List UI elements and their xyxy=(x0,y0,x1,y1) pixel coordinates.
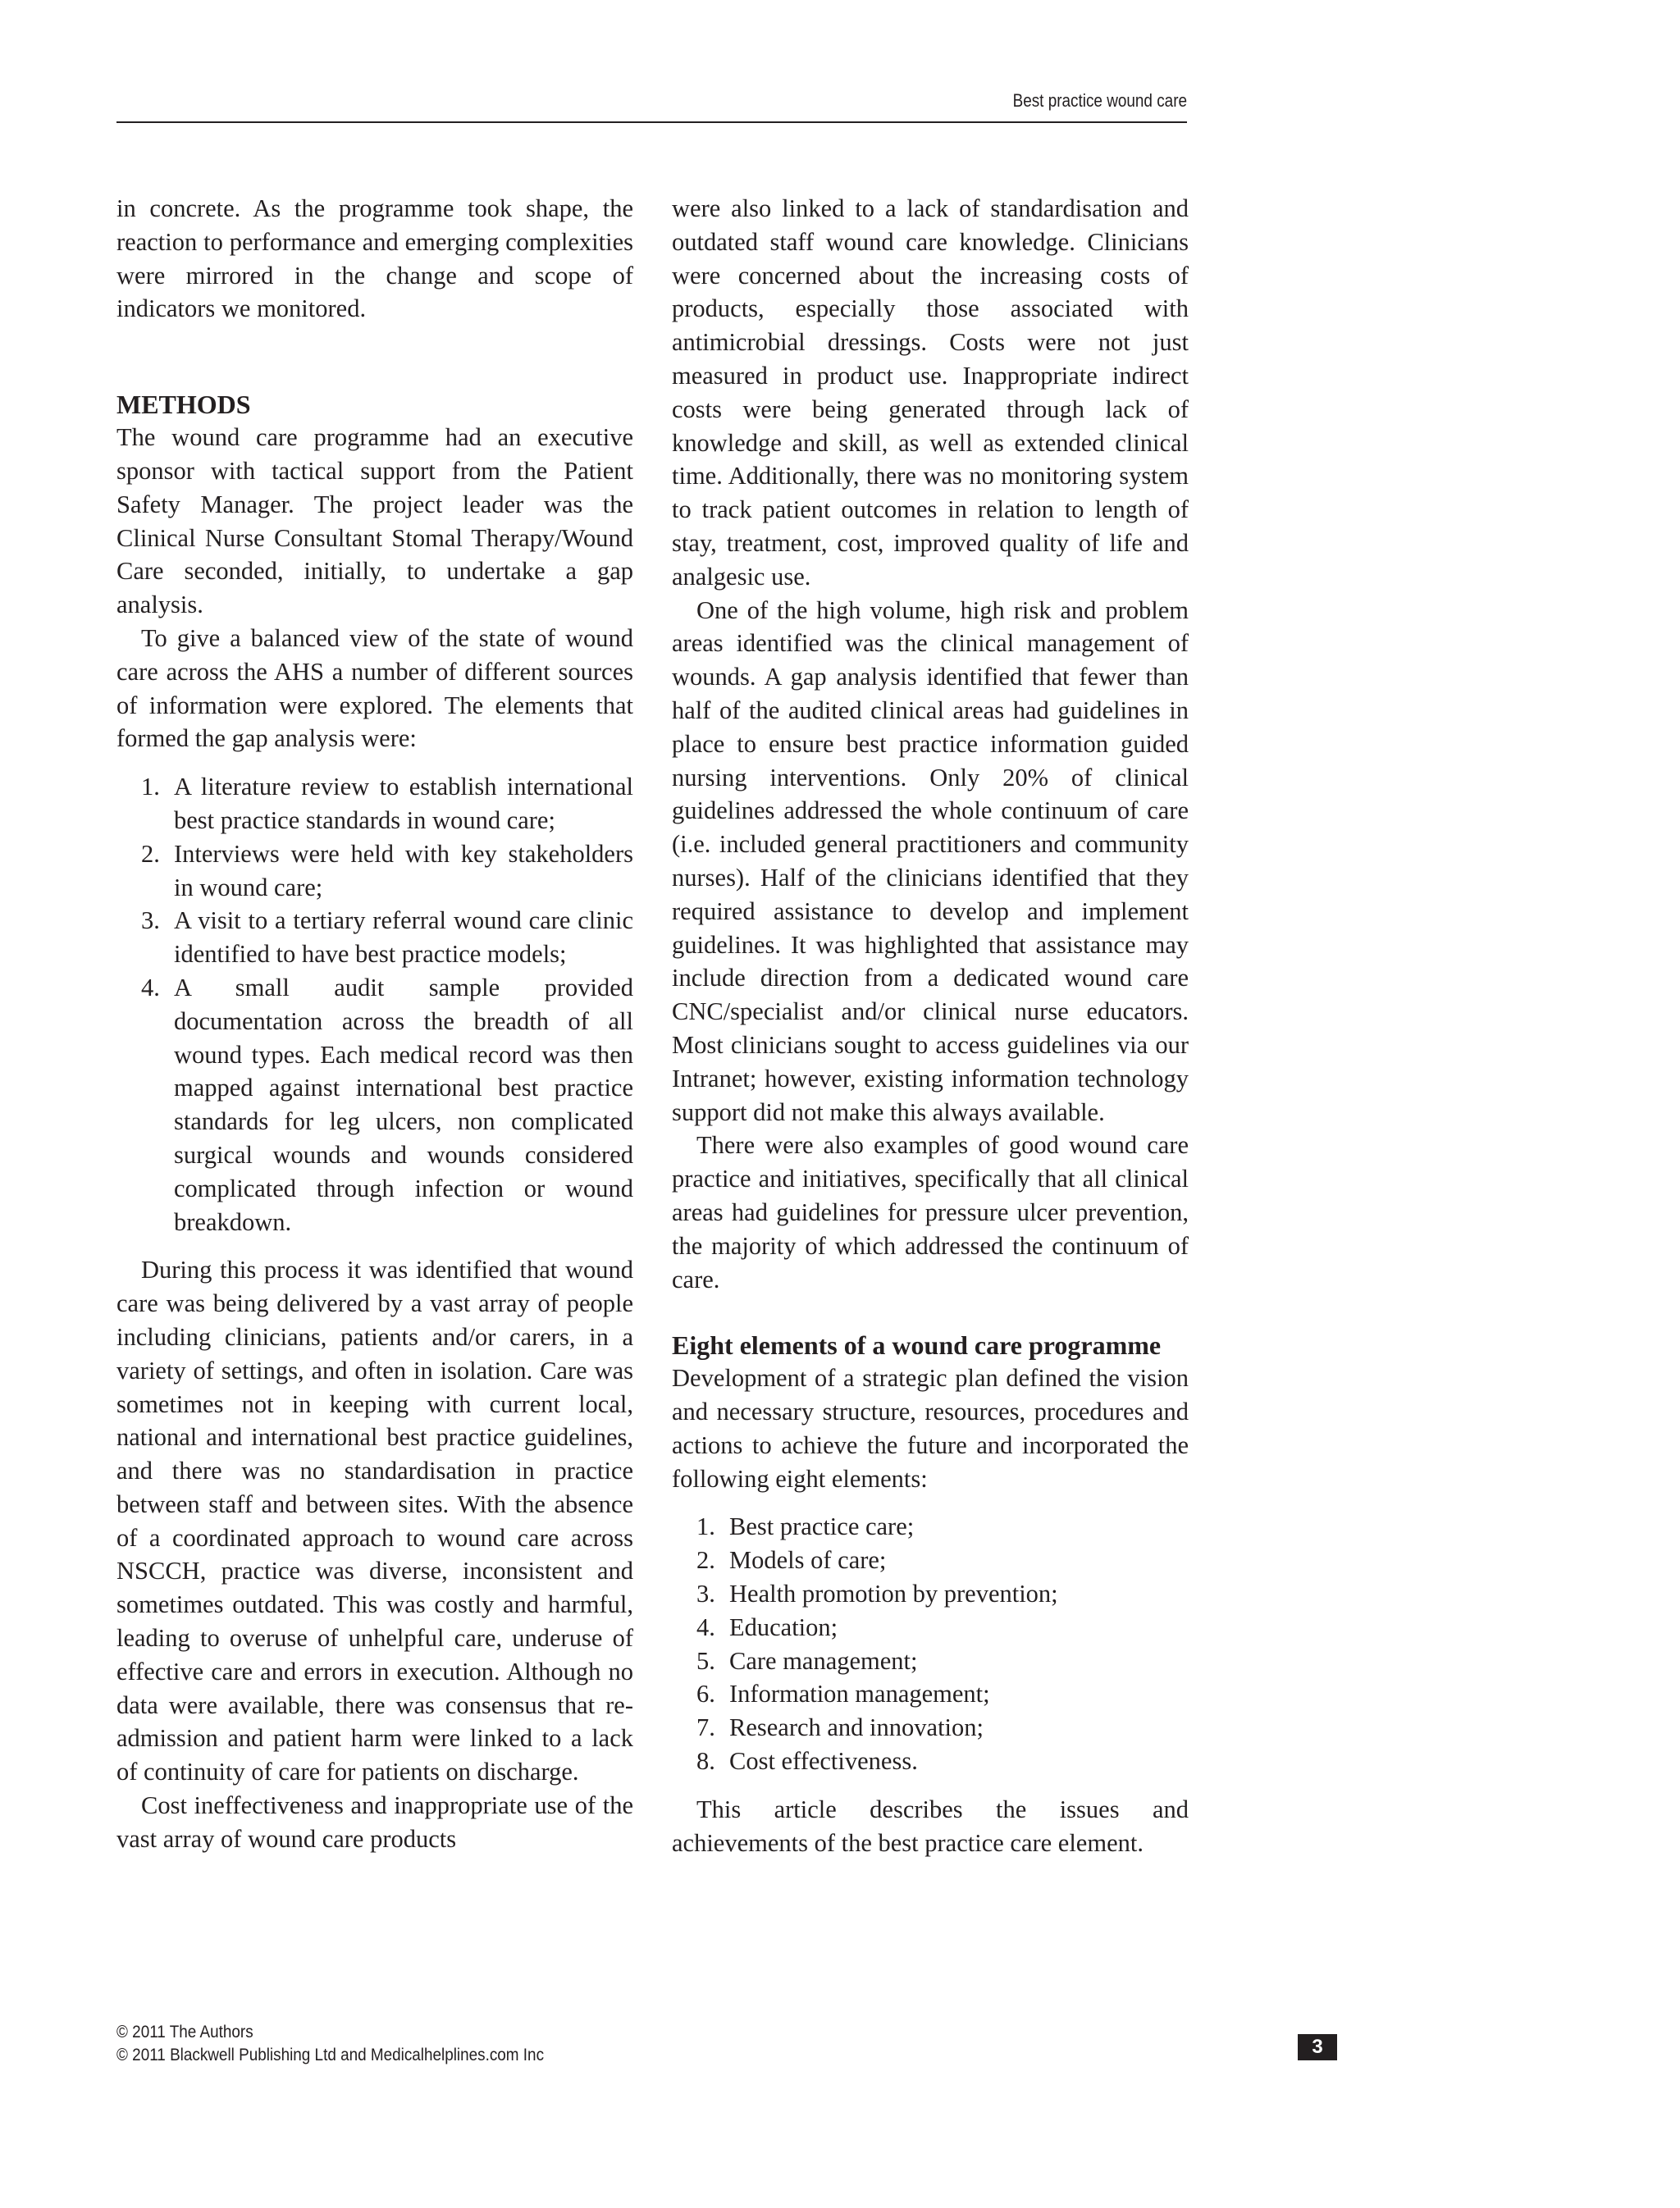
paragraph-article-scope: This article describes the issues and achievements of the best practice care element. xyxy=(672,1795,1189,1857)
list-item xyxy=(672,1745,1189,1778)
list-text: Health promotion by prevention; xyxy=(729,1580,1058,1608)
paragraph-continued: were also linked to a lack of standardisation and outdated staff wound care knowledge. Clinicians were concerned about the increasing costs of products, especially those associated with antimicrobial dressings. Costs were not just measured in product use. Inappropriate indirect costs were being generated through lack of knowledge and skill, as well as extended clinical time. Additionally, there was no monitoring system to track patient outcomes in relation to length of stay, treatment, cost, improved quality of life and analgesic use. xyxy=(672,194,1189,591)
list-number: 3. xyxy=(141,906,160,935)
list-item xyxy=(116,837,633,905)
list-item xyxy=(672,1577,1189,1611)
list-number: 1. xyxy=(696,1512,715,1541)
paragraph-methods-1: The wound care programme had an executive sponsor with tactical support from the Patient Safety Manager. The project leader was the Clinical Nurse Consultant Stomal Therapy/Wound Care seconded, initially, to undertake a gap analysis. xyxy=(116,423,633,619)
list-item xyxy=(672,1611,1189,1645)
list-text: Cost effectiveness. xyxy=(729,1747,918,1776)
list-number: 4. xyxy=(696,1613,715,1641)
gap-analysis-list xyxy=(116,770,633,1239)
list-number: 7. xyxy=(696,1713,715,1742)
list-number: 3. xyxy=(696,1580,715,1608)
list-item xyxy=(672,1544,1189,1577)
paragraph-high-volume: One of the high volume, high risk and problem areas identified was the clinical management of wounds. A gap analysis identified that fewer than half of the audited clinical areas had guidelines in place to ensure best practice information guided nursing interventions. Only 20% of clinical guidelines addressed the whole continuum of care (i.e. included general practitioners and community nurses). Half of the clinicians identified that they required assistance to develop and implement guidelines. It was highlighted that assistance may include direction from a dedicated wound care CNC/specialist and/or clinical nurse educators. Most clinicians sought to access guidelines via our Intranet; however, existing information technology support did not make this always available. xyxy=(672,595,1189,1126)
list-text: Education; xyxy=(729,1613,838,1641)
list-text: Models of care; xyxy=(729,1546,887,1575)
paragraph-cost: Cost ineffectiveness and inappropriate use of the vast array of wound care products xyxy=(116,1791,633,1853)
right-column xyxy=(672,192,1189,1859)
section-heading-methods: METHODS xyxy=(116,390,251,420)
copyright-authors: © 2011 The Authors xyxy=(116,2023,253,2041)
list-text: A literature review to establish international best practice standards in wound care; xyxy=(174,773,633,834)
list-item xyxy=(116,904,633,971)
list-number: 4. xyxy=(141,973,160,1001)
list-text: Research and innovation; xyxy=(729,1713,984,1742)
subsection-heading-eight-elements: Eight elements of a wound care programme xyxy=(672,1330,1162,1361)
list-number: 2. xyxy=(141,839,160,868)
list-text: A visit to a tertiary referral wound care clinic identified to have best practice models; xyxy=(174,906,633,969)
page-header xyxy=(116,87,1187,123)
list-number: 8. xyxy=(696,1747,715,1776)
list-text: Information management; xyxy=(729,1680,990,1708)
list-number: 1. xyxy=(141,773,160,801)
list-item xyxy=(672,1645,1189,1678)
page-number: 3 xyxy=(1298,2034,1337,2060)
list-item xyxy=(116,770,633,837)
page-footer xyxy=(116,2021,591,2067)
left-column xyxy=(116,192,633,1856)
list-number: 2. xyxy=(696,1546,715,1575)
list-text: Best practice care; xyxy=(729,1512,915,1541)
list-number: 5. xyxy=(696,1646,715,1675)
paragraph-process: During this process it was identified that wound care was being delivered by a vast array of people including clinicians, patients and/or carers, in a variety of settings, and often in isolation. Care was sometimes not in keeping with current local, national and international best practice guidelines, and there was no standardisation in practice between staff and between sites. With the absence of a coordinated approach to wound care across NSCCH, practice was diverse, inconsistent and sometimes outdated. This was costly and harmful, leading to overuse of unhelpful care, underuse of effective care and errors in execution. Although no data were available, there was consensus that re-admission and patient harm were linked to a lack of continuity of care for patients on discharge. xyxy=(116,1256,633,1786)
list-number: 6. xyxy=(696,1680,715,1708)
paragraph-methods-2: To give a balanced view of the state of wound care across the AHS a number of different sources of information were explored. The elements that formed the gap analysis were: xyxy=(116,623,633,753)
list-item xyxy=(672,1711,1189,1745)
eight-elements-list xyxy=(672,1510,1189,1777)
list-item xyxy=(116,971,633,1239)
running-head: Best practice wound care xyxy=(1012,90,1187,111)
list-text: A small audit sample provided documentation across the breadth of all wound types. Each medical record was then mapped against international best practice standards for leg ulcers, non complicated surgical wounds and wounds considered complicated through infection or wound breakdown. xyxy=(174,973,633,1236)
copyright-publisher: © 2011 Blackwell Publishing Ltd and Medicalhelplines.com Inc xyxy=(116,2046,545,2064)
paragraph-good-practice: There were also examples of good wound care practice and initiatives, specifically that all clinical areas had guidelines for pressure ulcer prevention, the majority of which addressed the continuum of care. xyxy=(672,1131,1189,1293)
list-text: Care management; xyxy=(729,1646,918,1675)
list-item xyxy=(672,1510,1189,1544)
paragraph-strategic-plan: Development of a strategic plan defined the vision and necessary structure, resources, procedures and actions to achieve the future and incorporated the following eight elements: xyxy=(672,1364,1189,1493)
list-text: Interviews were held with key stakeholders in wound care; xyxy=(174,839,633,901)
list-item xyxy=(672,1677,1189,1711)
paragraph-intro: in concrete. As the programme took shape, the reaction to performance and emerging complexities were mirrored in the change and scope of indicators we monitored. xyxy=(116,194,633,323)
